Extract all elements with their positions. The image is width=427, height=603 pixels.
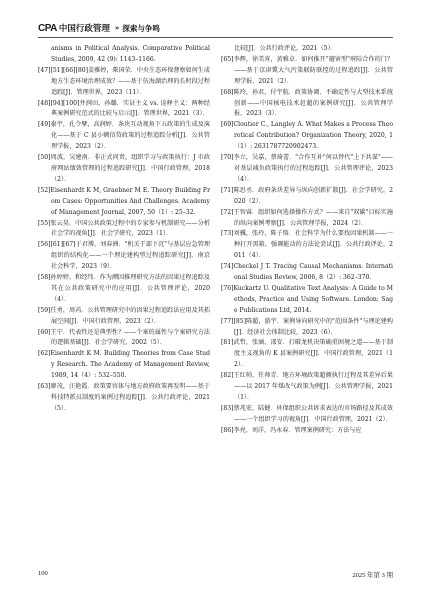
reference-entry	[221, 55, 393, 88]
chevron-icon: »	[114, 24, 120, 32]
reference-number: [76]	[221, 284, 234, 292]
reference-entry	[221, 153, 393, 186]
reference-entry	[38, 186, 210, 219]
reference-text: [51][66][80]姜雅婷，柴国荣．中央生态环保督察如何生成地方生态环境治理成效？——基于伍海湖治理的长时段过程追踪[J]．管理世界，2023（11）．	[50, 66, 210, 96]
reference-number: [62]	[38, 350, 51, 358]
reference-text: Eisenhardt K M, Graebner M E. Theory Building From Cases: Opportunities And Challenges. Academy of Management Journal, 2007, 50（1）: 25–32.	[50, 186, 210, 216]
reference-text: Checkel J T. Tracing Causal Mechanisms. International Studies Review, 2006, 8（2）: 362–370.	[233, 263, 393, 282]
reference-text: 陈思丞．政府条块差异与纵向创新扩散[J]．社会学研究，2020（2）．	[233, 186, 393, 205]
reference-number: [48]	[38, 99, 51, 107]
reference-number: [82]	[221, 372, 234, 380]
reference-number: [59]	[38, 306, 51, 314]
reference-number: [65]	[221, 55, 234, 63]
reference-entry	[221, 186, 393, 208]
reference-number: [71]	[221, 186, 234, 194]
reference-number: [49]	[38, 121, 51, 129]
reference-text: anisms in Political Analysis. Comparative Political Studies, 2009, 42 (9): 1143–1166.	[51, 45, 210, 63]
reference-text: 周波，吴建南．非正式问责，组织学习与政策执行：J 市政府网站绩效管理的过程追踪研究[J]．中国行政管理，2018（2）．	[50, 154, 210, 183]
reference-text: 任勇，周芮．公共管理研究中的因果过程追踪法应用及其拓展空间[J]．中国行政管理，2023（2）．	[50, 306, 210, 325]
running-header	[38, 20, 393, 36]
reference-entry	[221, 120, 393, 153]
reference-entry	[38, 66, 210, 99]
reference-entry	[38, 99, 210, 121]
reference-number: [47]	[38, 66, 51, 74]
reference-entry	[38, 153, 210, 186]
reference-text: 孙婷婷，和经纬．作为溯因推理研究方法的因果过程追踪及其在公共政策研究中的应用[J]．公共管理评论，2020（4）．	[50, 274, 210, 303]
reference-entry	[221, 284, 393, 317]
right-column	[221, 44, 393, 437]
journal-logo-mark: CPA	[38, 22, 57, 34]
reference-number: [68]	[221, 88, 234, 96]
reference-text: 武哲，张涵，邵安．打破龙机决策确重困境之道——基于制度主义视角的 K 县案例研究[J]．中国行政管理，2021（12）．	[233, 339, 393, 369]
page-footer	[38, 570, 393, 579]
reference-number: [83]	[221, 404, 234, 412]
reference-text: 李立，吴嘉，蔡琦蕾．"合作互补"何以替代"上下共谋"——对基层减负政策执行的过程追踪[J]．公共管理评论，2023（4）．	[233, 154, 393, 183]
column-name: 探索与争鸣	[122, 23, 160, 33]
reference-text: 比较[J]．公共行政评论，2021（5）．	[234, 45, 337, 52]
reference-text: 王宁．代表性还是典型性？——个案的属性与个案研究方法的逻辑基础[J]．社会学研究，2002（5）．	[50, 328, 210, 347]
issue-label: 2025 年第 3 期	[352, 572, 393, 579]
reference-text: 李辉，徐美宵，黄雅卓．如何推开"避害型"府际合作的门？——基于京津冀大气污染联防联控的过程追踪[J]．公共管理学报，2021（2）．	[233, 55, 393, 85]
reference-text: 秦宇，孔令擘，高润婷．条块互动视角下五政策的生成及演化——基于 C 县小额信贷政策的过程追踪分析[J]．公共管理学报，2023（2）．	[50, 121, 210, 151]
reference-entry	[221, 338, 393, 371]
reference-number: [52]	[38, 186, 51, 194]
reference-entry	[221, 88, 393, 121]
reference-number: [81]	[221, 339, 234, 347]
journal-name: 中国行政管理	[58, 24, 110, 34]
left-column	[38, 44, 210, 415]
reference-number: [72]	[221, 208, 234, 216]
reference-text: Eisenhardt K M. Building Theories from Case Study Research. The Academy of Management Review, 1989, 14（4）: 532–550.	[50, 350, 210, 380]
reference-entry	[221, 229, 393, 262]
reference-number: [58]	[38, 274, 51, 282]
reference-number: [73]	[221, 230, 234, 238]
reference-entry	[221, 208, 393, 230]
reference-number: [69]	[221, 121, 234, 129]
reference-entry	[38, 306, 210, 328]
reference-entry	[221, 371, 393, 404]
reference-entry	[221, 317, 393, 339]
reference-number: [77]	[221, 317, 234, 325]
reference-number: [63]	[38, 383, 51, 391]
reference-number: [70]	[221, 154, 234, 162]
reference-number: [50]	[38, 154, 51, 162]
reference-number: [55]	[38, 219, 51, 227]
reference-text: [61][67]于君博，刘春洲．"机关干部下沉"与基层应急管理组织的结构化——一个理论建构型过程追踪研究[J]．南京社会科学，2023（9）．	[50, 241, 210, 271]
header-rule	[38, 37, 393, 38]
reference-number: [74]	[221, 263, 234, 271]
reference-entry	[38, 349, 210, 382]
reference-entry	[221, 262, 393, 284]
reference-text: 刘骥，张玲，陈子恪．社会科学为什么要找因果机制——一种打开黑箱，强调能动的方法论尝试[J]．公共行政评论，2011（4）．	[233, 230, 393, 260]
reference-text: Cloutier C., Langley A. What Makes a Process Theoretical Contribution? Organization Theory, 2020, 1（1）: 2631787720902473.	[233, 121, 393, 151]
reference-text: 陈玲，孙君，付宇航．政策协调、不确定性与大型技术系统创新——中国核电技术赶超的案例研究[J]．公共管理学报，2023（3）．	[233, 88, 393, 118]
reference-text: 张云昊．中国公共政策过程中的专家参与机制研究——分析社会学的视角[J]．社会学研究，2023（1）．	[50, 219, 210, 238]
reference-entry	[38, 219, 210, 241]
reference-number: [56]	[38, 241, 51, 249]
reference-entry	[221, 404, 393, 426]
reference-entry	[221, 44, 393, 55]
reference-entry	[38, 120, 210, 153]
reference-text: 蔡兆宏，陆健．环保组织公共诉求表达的市场路径及其成效——一个组织学习的视角[J]．中国行政管理，2021（2）．	[233, 404, 393, 423]
page-number: 100	[38, 570, 48, 577]
reference-number: [86]	[221, 426, 234, 434]
reference-text: Kuckartz U. Qualitative Text Analysis: A Guide to Methods, Practice and Using Software. London: Sage Publications Ltd, 2014.	[233, 284, 393, 314]
reference-text: 王智睿．组织如何选择操作方式？——来自"双碳"目标实施的纵向案例考察[J]．公共管理学报，2024（2）．	[233, 208, 393, 227]
reference-number: [60]	[38, 328, 51, 336]
reference-text: 廖茂，汪艳霞．政策要容体与地方政府政策再发明——基于科技特派员制度的案例过程追踪[J]．公共行政评论，2021（5）．	[50, 383, 210, 412]
reference-entry	[38, 328, 210, 350]
reference-entry	[38, 382, 210, 415]
reference-text: [85]陈超，游宇．案例导向研究中的"范围条件"与理论建构[J]．经济社会体制比较，2023（6）．	[233, 317, 393, 336]
reference-text: [94][100]井润田，孙璐．实证主义 vs. 诠释主义：两种经典案例研究范式的比较与启示[J]．管理世界，2021（3）．	[50, 99, 210, 118]
reference-entry	[38, 273, 210, 306]
reference-text: 李亮，刘洋，冯永春．管理案例研究：方法与应	[233, 426, 362, 434]
reference-entry	[38, 44, 210, 66]
reference-entry	[221, 426, 393, 437]
reference-text: 王红帅，任帅青．地方环境政策超额执行过程及其差异后果——以 2017 年煤改气政策为例[J]．公共管理学报，2021（1）．	[233, 372, 393, 401]
reference-entry	[38, 240, 210, 273]
